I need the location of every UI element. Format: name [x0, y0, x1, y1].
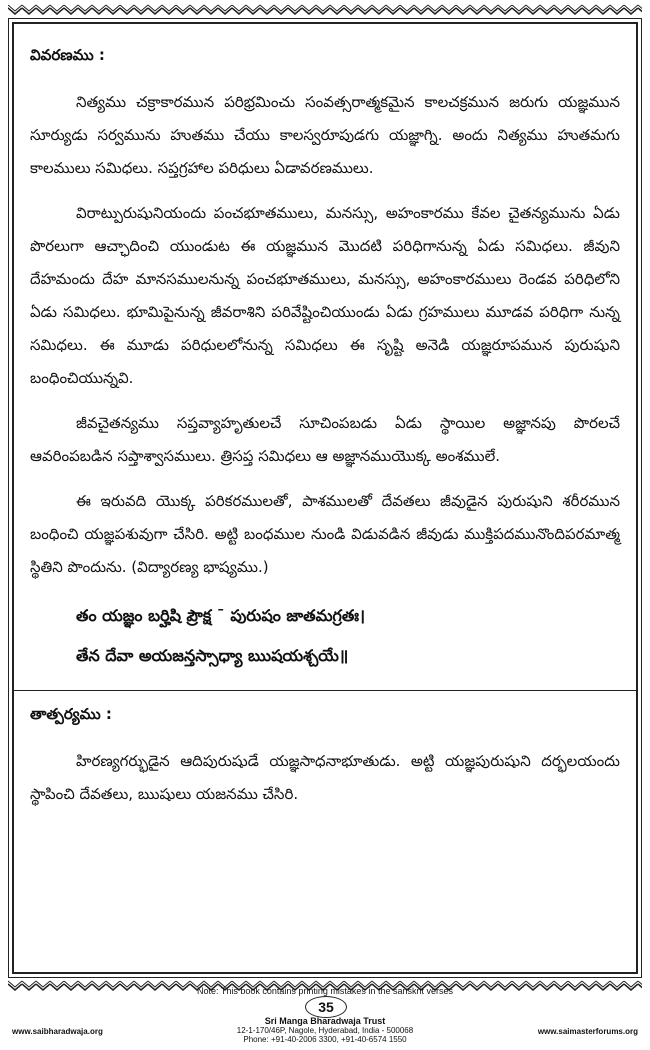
section-heading-explanation: వివరణము : [30, 46, 105, 64]
page-footer [12, 1017, 638, 1047]
paragraph: విరాట్పురుషునియందు పంచభూతములు, మనస్సు, అహంకారము కేవల చైతన్యమును ఏడు పొరలుగా ఆచ్ఛాదించి యుండుట ఈ యజ్ఞమున మొదటి పరిధిగానున్న ఏడు సమిధలు. జీవుని దేహమందు దేహ మానసములనున్న పంచభూతములు, మనస్సు, అహంకారములు రెండవ పరిధిలోని ఏడు సమిధలు. భూమిపైనున్న జీవరాశిని పరివేష్టించియుండు ఏడు గ్రహములు మూడవ పరిధిగా నున్న సమిధలు. ఈ మూడు పరిధులలోనున్న సమిధలు ఈ సృష్టి అనెడి యజ్ఞరూపమున పురుషుని బంధించియున్నవి. [30, 204, 620, 387]
section-divider [14, 690, 636, 691]
page-frame [12, 22, 638, 974]
paragraph: నిత్యము చక్రాకారమున పరిభ్రమించు సంవత్సరాత్మకమైన కాలచక్రమున జరుగు యజ్ఞమున సూర్యుడు సర్వమును హుతము చేయు కాలస్వరూపుడగు యజ్ఞాగ్ని. అందు నిత్యము హుతమగు కాలములు సమిధలు. సప్తగ్రహాల పరిధులు ఏడావరణములు. [30, 93, 620, 177]
verse-line-2: తేన దేవా అయజన్తస్సాధ్యా ఋషయశ్చయే॥ [76, 646, 349, 665]
paragraph: జీవచైతన్యము సప్తవ్యాహృతులచే సూచింపబడు ఏడు స్థాయిల అజ్ఞానపు పొరలచే ఆవరింపబడిన సప్తాశ్వాసములు. త్రిసప్త సమిధలు ఆ అజ్ఞానముయొక్క అంశములే. [30, 414, 620, 465]
paragraph: హిరణ్యగర్భుడైన ఆదిపురుషుడే యజ్ఞసాధనాభూతుడు. అట్టి యజ్ఞపురుషుని దర్భలయందు స్థాపించి దేవతలు, ఋషులు యజనము చేసిరి. [30, 752, 620, 803]
publisher-address: 12-1-170/46P, Nagole, Hyderabad, India - 500068 [236, 1026, 414, 1035]
website-link-left[interactable]: www.saibharadwaja.org [12, 1027, 103, 1036]
top-border-ornament [8, 4, 642, 18]
verse-line-1: తం యజ్ఞం బర్హిషి ప్రౌక్ష ¯ పురుషం జాతమగ్రతః। [76, 606, 366, 625]
publisher-phone: Phone: +91-40-2006 3300, +91-40-6574 1550 [243, 1035, 407, 1044]
page-number: 35 [305, 996, 347, 1018]
verse-block [30, 596, 620, 676]
publisher-info [172, 1017, 478, 1044]
publisher-name: Sri Manga Bharadwaja Trust [264, 1016, 386, 1026]
printing-note: Note: This book contains printing mistakes in the sanskrit verses [197, 986, 453, 996]
website-link-right[interactable]: www.saimasterforums.org [537, 1027, 638, 1036]
paragraph: ఈ ఇరువది యొక్క పరికరములతో, పాశములతో దేవతలు జీవుడైన పురుషుని శరీరమున బంధించి యజ్ఞపశువుగా చేసిరి. అట్టి బంధముల నుండి విడువడిన జీవుడు ముక్తిపదమునొందిపరమాత్మ స్థితిని పొందును. (విద్యారణ్య భాష్యము.) [30, 492, 620, 576]
section-heading-meaning: తాత్పర్యము : [30, 705, 112, 723]
